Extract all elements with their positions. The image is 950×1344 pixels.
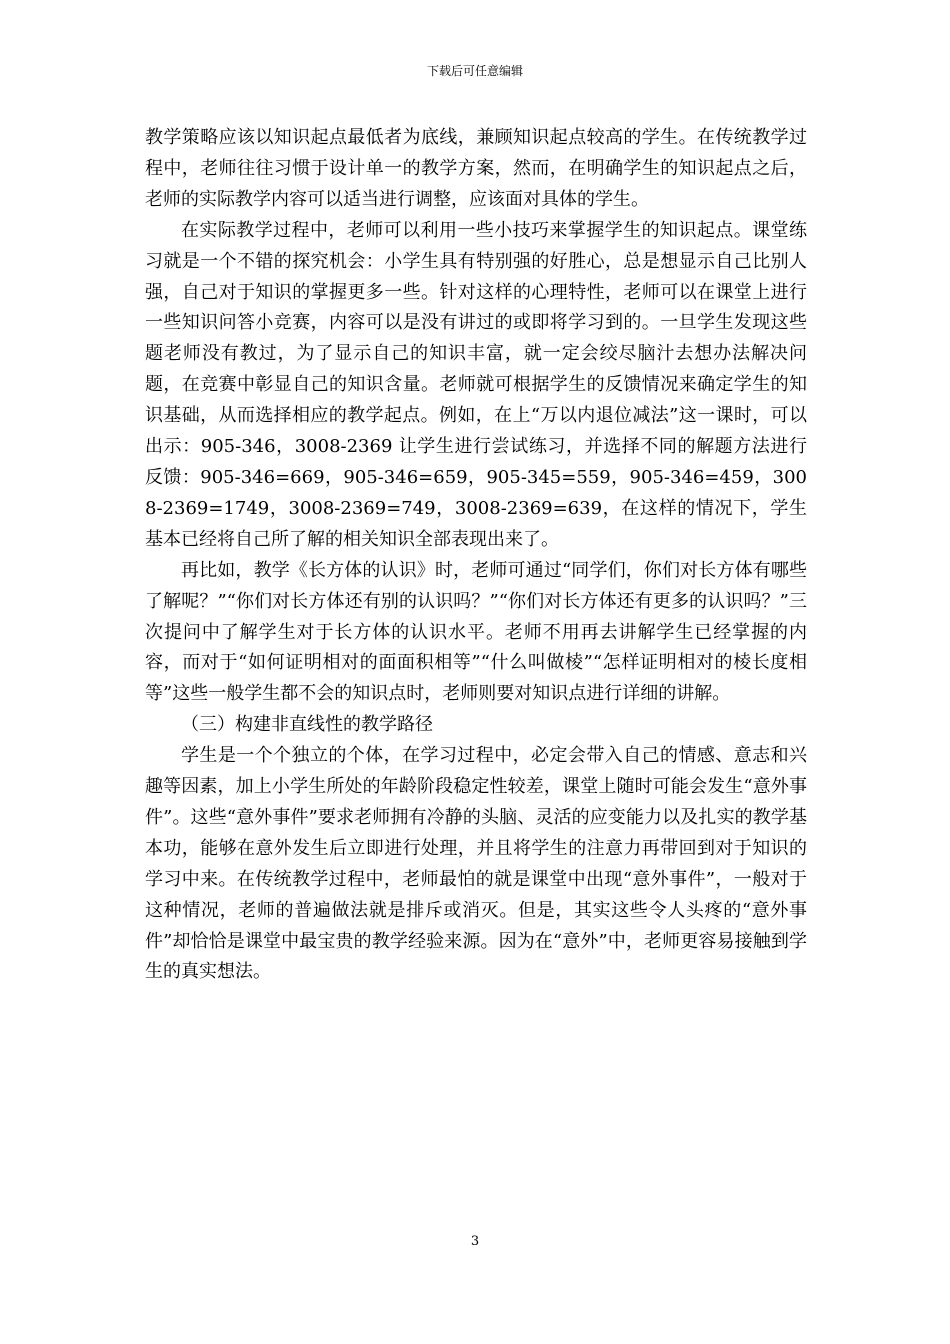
page-header: 下载后可任意编辑 [426, 64, 523, 78]
paragraph-nonlinear-path: 学生是一个个独立的个体，在学习过程中，必定会带入自己的情感、意志和兴趣等因素，加上小学生所处的年龄阶段稳定性较差，课堂上随时可能会发生“意外事件”。这些“意外事件”要求老师拥有冷静的头脑、灵活的应变能力以及扎实的教学基本功，能够在意外发生后立即进行处理，并且将学生的注意力再带回到对于知识的学习中来。在传统教学过程中，老师最怕的就是课堂中出现“意外事件”，一般对于这种情况，老师的普遍做法就是排斥或消灭。但是，其实这些令人头疼的“意外事件”却恰恰是课堂中最宝贵的教学经验来源。因为在“意外”中，老师更容易接触到学生的真实想法。 [145, 745, 807, 983]
section-heading: （三）构建非直线性的教学路径 [181, 714, 433, 736]
paragraph-knowledge-start: 在实际教学过程中，老师可以利用一些小技巧来掌握学生的知识起点。课堂练习就是一个不错的探究机会：小学生具有特别强的好胜心，总是想显示自己比别人强，自己对于知识的掌握更多一些。针对这样的心理特性，老师可以在课堂上进行一些知识问答小竞赛，内容可以是没有讲过的或即将学习到的。一旦学生发现这些题老师没有教过，为了显示自己的知识丰富，就一定会绞尽脑汁去想办法解决问题，在竞赛中彰显自己的知识含量。老师就可根据学生的反馈情况来确定学生的知识基础，从而选择相应的教学起点。例如，在上“万以内退位减法”这一课时，可以出示：905-346，3008-2369 让学生进行尝试练习，并选择不同的解题方法进行反馈：905-346=669，905-346=659，905-345=559，905-346=459，3008-2369=1749，3008-2369=749，3008-2369=639，在这样的情况下，学生基本已经将自己所了解的相关知识全部表现出来了。 [145, 219, 807, 550]
paragraph-cuboid-example: 再比如，教学《长方体的认识》时，老师可通过“同学们，你们对长方体有哪些了解呢？”“你们对长方体还有别的认识吗？”“你们对长方体还有更多的认识吗？”三次提问中了解学生对于长方体的认识水平。老师不用再去讲解学生已经掌握的内容，而对于“如何证明相对的面面积相等”“什么叫做棱”“怎样证明相对的棱长度相等”这些一般学生都不会的知识点时，老师则要对知识点进行详细的讲解。 [145, 559, 807, 705]
document-body [145, 123, 807, 988]
paragraph-continued: 教学策略应该以知识起点最低者为底线，兼顾知识起点较高的学生。在传统教学过程中，老师往往习惯于设计单一的教学方案，然而，在明确学生的知识起点之后，老师的实际教学内容可以适当进行调整，应该面对具体的学生。 [145, 127, 807, 210]
page-number: 3 [470, 1234, 480, 1249]
